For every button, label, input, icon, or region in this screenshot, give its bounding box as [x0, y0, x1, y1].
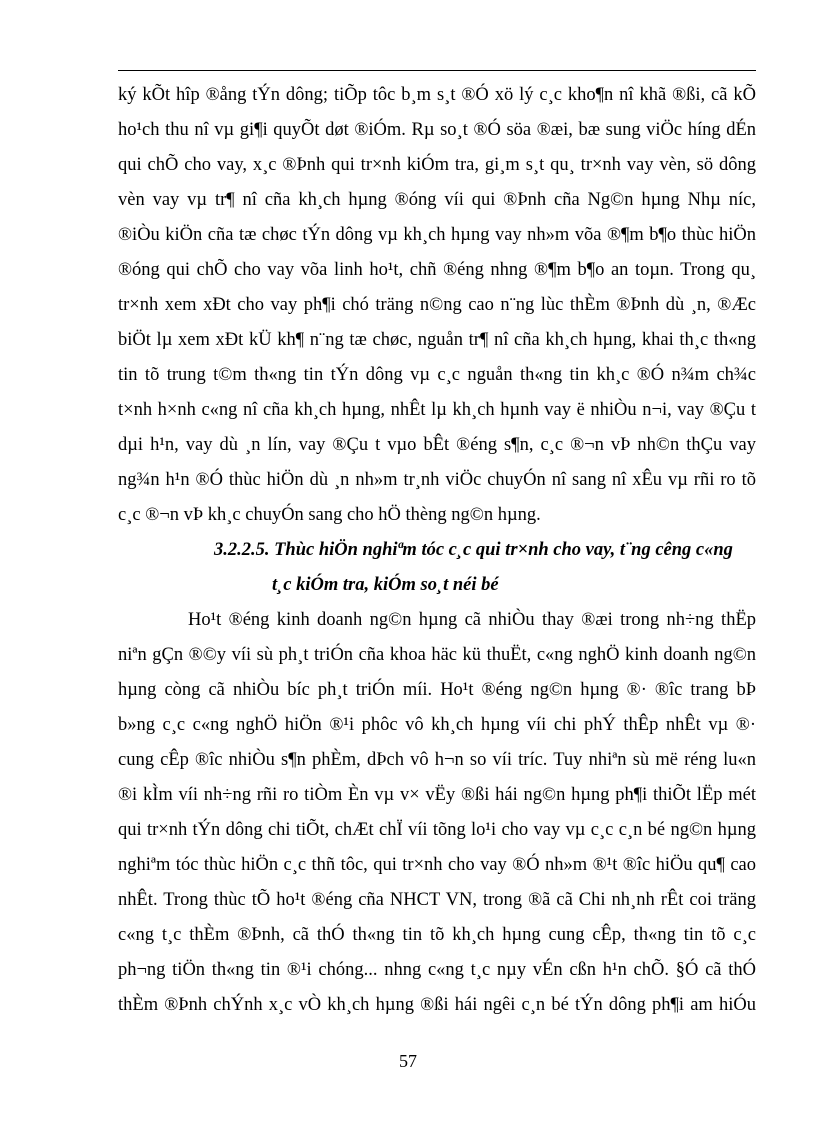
paragraph-line: t×nh h×nh c«ng nî cña kh¸ch hµng, nhÊt lµ kh¸ch hµnh vay ë nhiÒu n¬i, vay ®Çu t	[118, 400, 756, 420]
page-number: 57	[399, 1051, 417, 1071]
paragraph-line: ng¾n h¹n ®Ó thùc hiÖn dù ¸n nh»m tr¸nh viÖc chuyÓn nî sang nî xÊu vµ rñi ro tõ	[118, 470, 756, 490]
paragraph-line: niªn gÇn ®©y víi sù ph¸t triÓn cña khoa häc kü thuËt, c«ng nghÖ kinh doanh ng©n	[118, 645, 756, 665]
paragraph-line: Ho¹t ®éng kinh doanh ng©n hµng cã nhiÒu thay ®æi trong nh÷ng thËp	[188, 610, 756, 630]
paragraph-line: c«ng t¸c thÈm ®Þnh, cã thÓ th«ng tin tõ kh¸ch hµng cung cÊp, th«ng tin tõ c¸c	[118, 925, 756, 945]
section-heading-continued: t¸c kiÓm tra, kiÓm so¸t néi bé	[272, 575, 499, 595]
paragraph-line: qui tr×nh tÝn dông chi tiÕt, chÆt chÏ víi tõng lo¹i cho vay vµ c¸c c¸n bé ng©n hµng	[118, 820, 756, 840]
paragraph-line: ®i kÌm víi nh÷ng rñi ro tiÒm Èn vµ v× vËy ®ßi hái ng©n hµng ph¶i thiÕt lËp mét	[118, 785, 756, 805]
paragraph-line: ký kÕt hîp ®ång tÝn dông; tiÕp tôc b¸m s¸t ®Ó xö lý c¸c kho¶n nî khã ®ßi, cã kÕ	[118, 85, 756, 105]
paragraph-line: nghiªm tóc thùc hiÖn c¸c thñ tôc, qui tr×nh cho vay ®Ó nh»m ®¹t ®îc hiÖu qu¶ cao	[118, 855, 756, 875]
paragraph-line: dµi h¹n, vay dù ¸n lín, vay ®Çu t vµo bÊt ®éng s¶n, c¸c ®¬n vÞ nh©n thÇu vay	[118, 435, 756, 455]
paragraph-line: ®iÒu kiÖn cña tæ chøc tÝn dông vµ kh¸ch hµng vay nh»m võa ®¶m b¶o thùc hiÖn	[118, 225, 756, 245]
paragraph-line: cung cÊp ®îc nhiÒu s¶n phÈm, dÞch vô h¬n so víi tríc. Tuy nhiªn sù më réng lu«n	[118, 750, 756, 770]
paragraph-line: ®óng qui chÕ cho vay võa linh ho¹t, chñ ®éng nhng ®¶m b¶o an toµn. Trong qu¸	[118, 260, 756, 280]
paragraph-line: b»ng c¸c c«ng nghÖ hiÖn ®¹i phôc vô kh¸ch hµng víi chi phÝ thÊp nhÊt vµ ®·	[118, 715, 756, 735]
paragraph-line: thÈm ®Þnh chÝnh x¸c vÒ kh¸ch hµng ®ßi hái ngêi c¸n bé tÝn dông ph¶i am hiÓu	[118, 995, 756, 1015]
paragraph-line: vèn vay vµ tr¶ nî cña kh¸ch hµng ®óng víi qui ®Þnh cña Ng©n hµng Nhµ níc,	[118, 190, 756, 210]
section-heading: 3.2.2.5. Thùc hiÖn nghiªm tóc c¸c qui tr×nh cho vay, t¨ng cêng c«ng	[214, 540, 733, 560]
paragraph-line: biÖt lµ xem xÐt kÜ kh¶ n¨ng tæ chøc, nguån tr¶ nî cña kh¸ch hµng, khai th¸c th«ng	[118, 330, 756, 350]
paragraph-line: tin tõ trung t©m th«ng tin tÝn dông vµ c¸c nguån th«ng tin kh¸c ®Ó n¾m ch¾c	[118, 365, 756, 385]
paragraph-line: tr×nh xem xÐt cho vay ph¶i chó träng n©ng cao n¨ng lùc thÈm ®Þnh dù ¸n, ®Æc	[118, 295, 756, 315]
paragraph-line: ho¹ch thu nî vµ gi¶i quyÕt døt ®iÓm. Rµ so¸t ®Ó söa ®æi, bæ sung viÖc híng dÉn	[118, 120, 756, 140]
paragraph-line: c¸c ®¬n vÞ kh¸c chuyÓn sang cho hÖ thèng ng©n hµng.	[118, 505, 541, 525]
paragraph-line: nhÊt. Trong thùc tÕ ho¹t ®éng cña NHCT VN, trong ®ã cã Chi nh¸nh rÊt coi träng	[118, 890, 756, 910]
paragraph-line: hµng còng cã nhiÒu bíc ph¸t triÓn míi. Ho¹t ®éng ng©n hµng ®· ®îc trang bÞ	[118, 680, 756, 700]
body-text	[118, 78, 756, 1023]
paragraph-line: qui chÕ cho vay, x¸c ®Þnh qui tr×nh kiÓm tra, gi¸m s¸t qu¸ tr×nh vay vèn, sö dông	[118, 155, 756, 175]
header-rule	[118, 70, 756, 71]
paragraph-line: ph¬ng tiÖn th«ng tin ®¹i chóng... nhng c«ng t¸c nµy vÉn cßn h¹n chÕ. §Ó cã thÓ	[118, 960, 756, 980]
